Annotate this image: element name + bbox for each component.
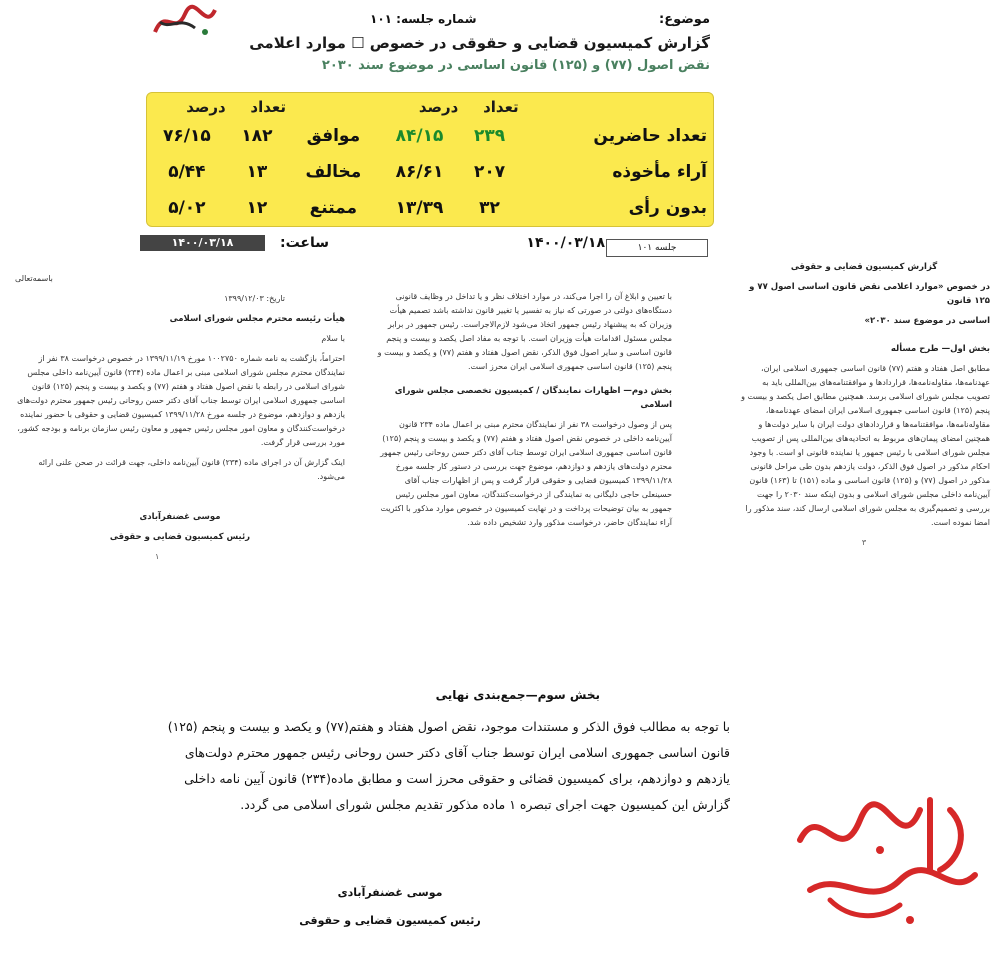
page-number: ۳	[861, 538, 867, 547]
table-row	[147, 118, 713, 154]
header-count: تعداد	[250, 98, 287, 116]
table-row	[147, 190, 713, 226]
time-value-box: ۱۴۰۰/۰۳/۱۸	[140, 235, 265, 251]
row-percent2: ۷۶/۱۵	[163, 126, 211, 146]
row-label2: مخالف	[305, 162, 362, 182]
final-summary-title: بخش سوم—جمع‌بندی نهایی	[435, 688, 600, 702]
letter-page-1	[15, 272, 345, 570]
letter-paragraph: احتراماً، بازگشت به نامه شماره ۱۰۰۲۷۵۰ مورخ ۱۳۹۹/۱۱/۱۹ در خصوص درخواست ۳۸ نفر از نمایندگان محترم مجلس شورای اسلامی مبنی بر اعمال ماده (۲۳۴) قانون آیین‌نامه داخلی مجلس شورای اسلامی در رابطه با نقض اصول هفتاد و هفتم (۷۷) و یکصد و بیست و پنجم (۱۲۵) قانون اساسی جمهوری اسلامی ایران توسط جناب آقای دکتر حسن روحانی رئیس جمهور محترم دولت‌های یازدهم و دوازدهم، موضوع در جلسه مورخ ۱۳۹۹/۱۱/۲۸ کمیسیون قضایی و حقوقی با حضور نماینده درخواست‌کنندگان و معاون امور مجلس رئیس جمهور و معاون رئیس سازمان برنامه و بودجه کشور، مورد بررسی قرار گرفت.	[17, 354, 345, 447]
row-count: ۲۳۹	[473, 126, 506, 146]
letter-paragraph: اینک گزارش آن در اجرای ماده (۲۳۴) قانون آیین‌نامه داخلی، جهت قرائت در صحن علنی ارائه می‌شود.	[38, 458, 345, 481]
final-summary-body: با توجه به مطالب فوق الذکر و مستندات موجود، نقض اصول هفتاد و هفتم(۷۷) و یکصد و بیست و پنجم (۱۲۵) قانون اساسی جمهوری اسلامی ایران توسط جناب آقای دکتر حسن روحانی رئیس جمهور محترم دولت‌های یازدهم و دوازدهم، برای کمیسیون قضائی و حقوقی محرز است و مطابق ماده(۲۳۴) قانون آیین نامه داخلی گزارش این کمیسیون جهت اجرای تبصره ۱ ماده مذکور تقدیم مجلس شورای اسلامی می گردد.	[167, 719, 730, 812]
date-value: ۱۴۰۰/۰۳/۱۸	[526, 235, 605, 251]
subject-label: موضوع:	[659, 12, 710, 27]
row-label: آراء مأخوذه	[612, 162, 707, 182]
letter-page-2	[376, 290, 672, 536]
letter-date: تاریخ: ۱۳۹۹/۱۲/۰۳	[224, 294, 285, 303]
row-percent: ۱۳/۳۹	[395, 198, 444, 218]
final-summary	[150, 688, 730, 818]
row-percent: ۸۶/۶۱	[395, 162, 444, 182]
saraan-watermark-logo-icon	[780, 780, 990, 930]
time-label: ساعت:	[280, 235, 330, 251]
basmala: باسمه‌تعالی	[15, 274, 53, 283]
header-percent: درصد	[186, 98, 226, 116]
signer-title: رئیس کمیسیون قضایی و حقوقی	[109, 532, 251, 542]
row-count2: ۱۲	[246, 198, 268, 218]
session-number: شماره جلسه: ۱۰۱	[370, 12, 477, 26]
greeting: با سلام	[321, 334, 345, 343]
report-title: گزارش کمیسیون قضایی و حقوقی در خصوص ☐ موارد اعلامی	[249, 34, 710, 52]
letter-paragraph: مطابق اصل هفتاد و هفتم (۷۷) قانون اساسی جمهوری اسلامی ایران، عهدنامه‌ها، مقاوله‌نامه‌ها، قراردادها و موافقتنامه‌های بین‌المللی باید به تصویب مجلس شورای اسلامی برسد. همچنین مطابق اصل یکصد و بیست و پنجم (۱۲۵) قانون اساسی جمهوری اسلامی ایران امضای عهدنامه‌ها، مقاوله‌نامه‌ها، موافقتنامه‌ها و قراردادهای دولت ایران با سایر دولت‌ها و همچنین امضای پیمان‌های مربوط به اتحادیه‌های بین‌المللی پس از تصویب مجلس شورای اسلامی با رئیس جمهور یا نماینده قانونی او است. با وجود احکام مذکور در اصول فوق الذکر، دولت یازدهم بدون طی مراحل قانونی مذکور در اصول (۷۷) و (۱۲۵) قانون اساسی و ماده (۱۵۱) تا (۱۶۳) قانون آیین‌نامه داخلی مجلس شورای اسلامی و بدون اینکه سند ۲۰۳۰ را جهت بررسی و تصمیم‌گیری به مجلس شورای اسلامی ارسال کند، سند مذکور را امضا نموده است.	[741, 364, 990, 527]
row-label2: موافق	[306, 126, 361, 146]
row-percent2: ۵/۰۲	[168, 198, 206, 218]
row-count: ۲۰۷	[473, 162, 506, 182]
row-label: تعداد حاضرین	[593, 126, 707, 146]
time-row	[140, 235, 605, 255]
session-tag: جلسه ۱۰۱	[606, 239, 708, 257]
row-count2: ۱۸۲	[241, 126, 273, 146]
section-title: بخش اول— طرح مسأله	[890, 344, 990, 354]
report-heading: گزارش کمیسیون قضایی و حقوقی	[790, 262, 938, 272]
report-heading: اساسی در موضوع سند ۲۰۳۰»	[864, 316, 990, 326]
table-row	[147, 154, 713, 190]
row-label2: ممتنع	[309, 198, 358, 218]
letter-paragraph: با تعیین و ابلاغ آن را اجرا می‌کند، در موارد اختلاف نظر و یا تداخل در وظایف قانونی دستگاه‌های دولتی در صورتی که نیاز به تفسیر یا تغییر قانون نداشته باشد تصمیم هیأت وزیران که به پیشنهاد رئیس جمهور اتخاذ می‌شود لازم‌الاجراست. رئیس جمهور در برابر مجلس مسئول اقدامات هیأت وزیران است. با توجه به مفاد اصل یکصد و بیست و پنجم قانون اساسی و سایر اصول فوق الذکر، نقض اصول هفتاد و هفتم (۷۷) و یکصد و بیست و پنجم (۱۲۵) قانون اساسی جمهوری اسلامی ایران محرز است.	[377, 292, 672, 371]
vote-results-table	[146, 92, 714, 227]
page-number: ۱	[155, 552, 160, 561]
row-label: بدون رأی	[628, 198, 707, 218]
letter-page-3	[738, 260, 990, 556]
row-count2: ۱۳	[246, 162, 268, 182]
row-percent: ۸۴/۱۵	[395, 126, 444, 146]
letter-paragraph: پس از وصول درخواست ۳۸ نفر از نمایندگان محترم مبنی بر اعمال ماده ۲۳۴ قانون آیین‌نامه داخلی در خصوص نقض اصول هفتاد و هفتم (۷۷) و یکصد و بیست و پنجم (۱۲۵) قانون اساسی جمهوری اسلامی ایران توسط جناب آقای دکتر حسن روحانی رئیس جمهور محترم دولت‌های یازدهم و دوازدهم، موضوع جهت بررسی در دستور کار جلسه مورخ ۱۳۹۹/۱۱/۲۸ کمیسیون قضایی و حقوقی قرار گرفت و پس از اظهارات جناب آقای حسینعلی حاجی دلیگانی به نمایندگی از درخواست‌کنندگان، معاون امور مجلس رئیس جمهور به بیان توضیحات پرداخت و در نهایت کمیسیون در خصوص موارد مذکور با اکثریت آراء نمایندگان حاضر، درخواست مذکور وارد تشخیص داده شد.	[380, 420, 672, 527]
header-percent: درصد	[418, 98, 459, 116]
report-header	[150, 0, 710, 90]
final-signer-title: رئیس کمیسیون قضایی و حقوقی	[299, 914, 481, 927]
row-percent2: ۵/۴۴	[168, 162, 206, 182]
row-count: ۳۲	[479, 198, 500, 218]
report-title-line2: نقض اصول (۷۷) و (۱۲۵) قانون اساسی در موضوع سند ۲۰۳۰	[321, 58, 710, 73]
addressee: هیأت رئیسه محترم مجلس شورای اسلامی	[169, 314, 345, 324]
header-count: تعداد	[483, 98, 519, 116]
report-heading: در خصوص «موارد اعلامی نقض قانون اساسی اصول ۷۷ و ۱۲۵ قانون	[749, 282, 990, 306]
final-signer-name: موسی غضنفرآبادی	[337, 886, 443, 899]
signer-name: موسی غضنفرآبادی	[139, 512, 221, 522]
section-title: بخش دوم— اظهارات نمایندگان / کمیسیون تخصصی مجلس شورای اسلامی	[394, 386, 672, 410]
